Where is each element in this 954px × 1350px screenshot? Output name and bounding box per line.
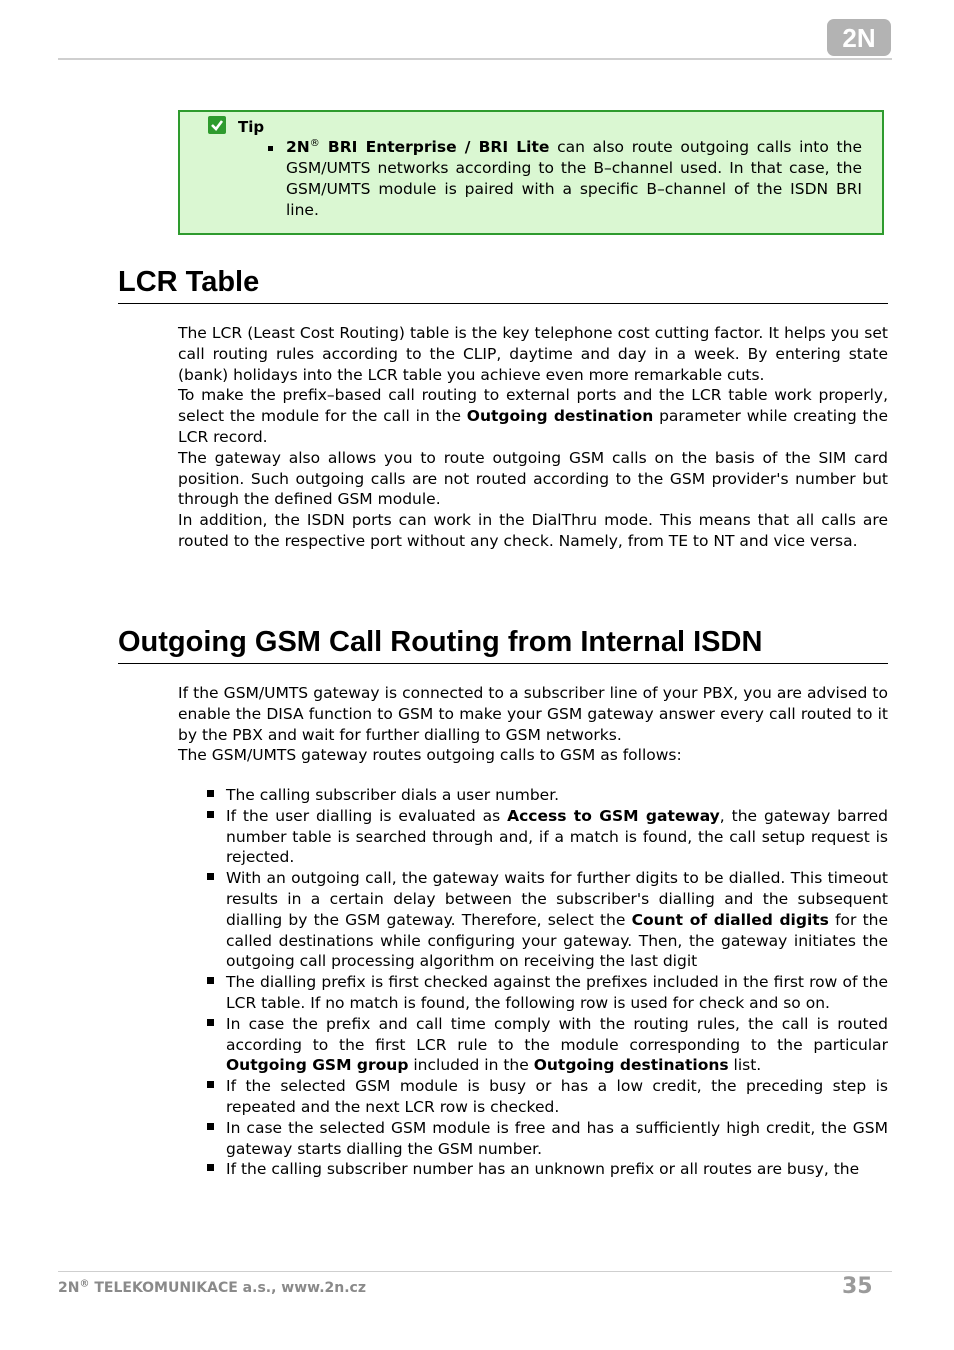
list-item-bold: Count of dialled digits xyxy=(631,910,829,929)
logo-2n xyxy=(827,19,891,56)
list-item-bold: Outgoing GSM group xyxy=(226,1056,409,1075)
tip-product: BRI Enterprise / BRI Lite xyxy=(319,138,550,156)
list-item-text: If the selected GSM module is busy or has a low credit, the preceding step is repeated and the next LCR row is checked. xyxy=(226,1077,888,1116)
list-item-text: , the gateway barred number table is searched through and, if a match is found, the call setup request is rejected. xyxy=(226,806,888,867)
lcr-paragraph-2 xyxy=(178,385,888,447)
list-item-text: If the calling subscriber number has an unknown prefix or all routes are busy, the xyxy=(226,1160,860,1179)
gsm-paragraph-1: If the GSM/UMTS gateway is connected to a subscriber line of your PBX, you are advised to enable the DISA function to GSM to make your GSM gateway answer every call routed to it by the PBX and wait for further dialling to GSM networks. xyxy=(178,684,888,744)
tip-text xyxy=(286,137,862,221)
bullet-square-icon xyxy=(207,1164,214,1171)
lcr-section-body xyxy=(178,323,888,552)
lcr-p2-text: To make the prefix–based call routing to external ports and the LCR table work properly, select the module for the call in the xyxy=(178,386,888,426)
bullet-square-icon xyxy=(207,811,214,818)
page-number: 35 xyxy=(842,1274,873,1299)
list-item xyxy=(206,1076,888,1118)
footer-company xyxy=(58,1280,366,1296)
bullet-square-icon xyxy=(207,977,214,984)
list-item-text: In case the selected GSM module is free and has a sufficiently high credit, the GSM gateway starts dialling the GSM number. xyxy=(226,1118,888,1158)
bullet-square-icon xyxy=(207,873,214,880)
tip-brand-sup: ® xyxy=(309,137,320,149)
tip-brand: 2N xyxy=(286,138,310,156)
footer-brand: 2N xyxy=(58,1280,80,1296)
gsm-routing-steps-list xyxy=(206,785,888,1180)
bullet-square-icon xyxy=(207,1019,214,1026)
list-item xyxy=(206,785,888,806)
list-item-text: included in the xyxy=(408,1056,534,1075)
lcr-p2-text-end: parameter while creating the LCR record. xyxy=(178,407,888,446)
footer-brand-sup: ® xyxy=(79,1278,90,1290)
gsm-paragraph-2: The GSM/UMTS gateway routes outgoing calls to GSM as follows: xyxy=(178,746,682,765)
list-item-text: In case the prefix and call time comply with the routing rules, the call is routed according to the first LCR rule to the module corresponding to the particular xyxy=(226,1014,888,1054)
lcr-p2-bold: Outgoing destination xyxy=(466,407,654,426)
footer-rule xyxy=(58,1271,892,1272)
list-item xyxy=(206,1118,888,1160)
list-item xyxy=(206,1014,888,1076)
list-item xyxy=(206,868,888,972)
tip-body: can also route outgoing calls into the GSM/UMTS networks according to the B–channel used. In that case, the GSM/UMTS module is paired with a specific B–channel of the ISDN BRI line. xyxy=(286,138,862,219)
list-item xyxy=(206,806,888,868)
bullet-square-icon xyxy=(207,1081,214,1088)
list-item-text: The dialling prefix is first checked against the prefixes included in the first row of the LCR table. If no match is found, the following row is used for check and so on. xyxy=(226,973,888,1012)
footer-company-text: TELEKOMUNIKACE a.s., www.2n.cz xyxy=(89,1280,366,1296)
tip-box xyxy=(178,110,884,235)
logo-text: 2N xyxy=(842,23,876,53)
list-item-text: for the called destinations while configuring your gateway. Then, the gateway initiates the outgoing call processing algorithm on receiving the last digit xyxy=(226,910,889,971)
lcr-paragraph-3: The gateway also allows you to route outgoing GSM calls on the basis of the SIM card position. Such outgoing calls are not routed according to the GSM provider's number but through the defined GSM module. xyxy=(178,448,888,509)
list-item-text: list. xyxy=(728,1056,762,1075)
list-item xyxy=(206,972,888,1014)
checkbox-checked-icon xyxy=(208,116,226,134)
bullet-square-icon xyxy=(268,146,273,151)
tip-label: Tip xyxy=(238,118,265,136)
list-item xyxy=(206,1159,888,1180)
list-item-text: If the user dialling is evaluated as xyxy=(226,806,508,825)
bullet-square-icon xyxy=(207,1123,214,1130)
lcr-paragraph-4: In addition, the ISDN ports can work in the DialThru mode. This means that all calls are routed to the respective port without any check. Namely, from TE to NT and vice versa. xyxy=(178,511,888,550)
list-item-text: The calling subscriber dials a user number. xyxy=(226,786,560,804)
heading-outgoing-gsm-routing: Outgoing GSM Call Routing from Internal ISDN xyxy=(118,625,888,664)
lcr-paragraph-1: The LCR (Least Cost Routing) table is the key telephone cost cutting factor. It helps you set call routing rules according to the CLIP, daytime and day in a week. By entering state (bank) holidays into the LCR table you achieve even more remarkable cuts. xyxy=(178,324,888,384)
list-item-bold: Access to GSM gateway xyxy=(507,806,720,825)
list-item-bold: Outgoing destinations xyxy=(533,1056,729,1075)
list-item-text: With an outgoing call, the gateway waits for further digits to be dialled. This timeout results in a certain delay between the subscriber's dialling and the subsequent dialling by the GSM gateway. Therefore, select the xyxy=(226,869,888,929)
heading-lcr-table: LCR Table xyxy=(118,265,888,304)
bullet-square-icon xyxy=(207,790,214,797)
header-rule xyxy=(58,58,892,60)
gsm-section-body xyxy=(178,683,888,766)
